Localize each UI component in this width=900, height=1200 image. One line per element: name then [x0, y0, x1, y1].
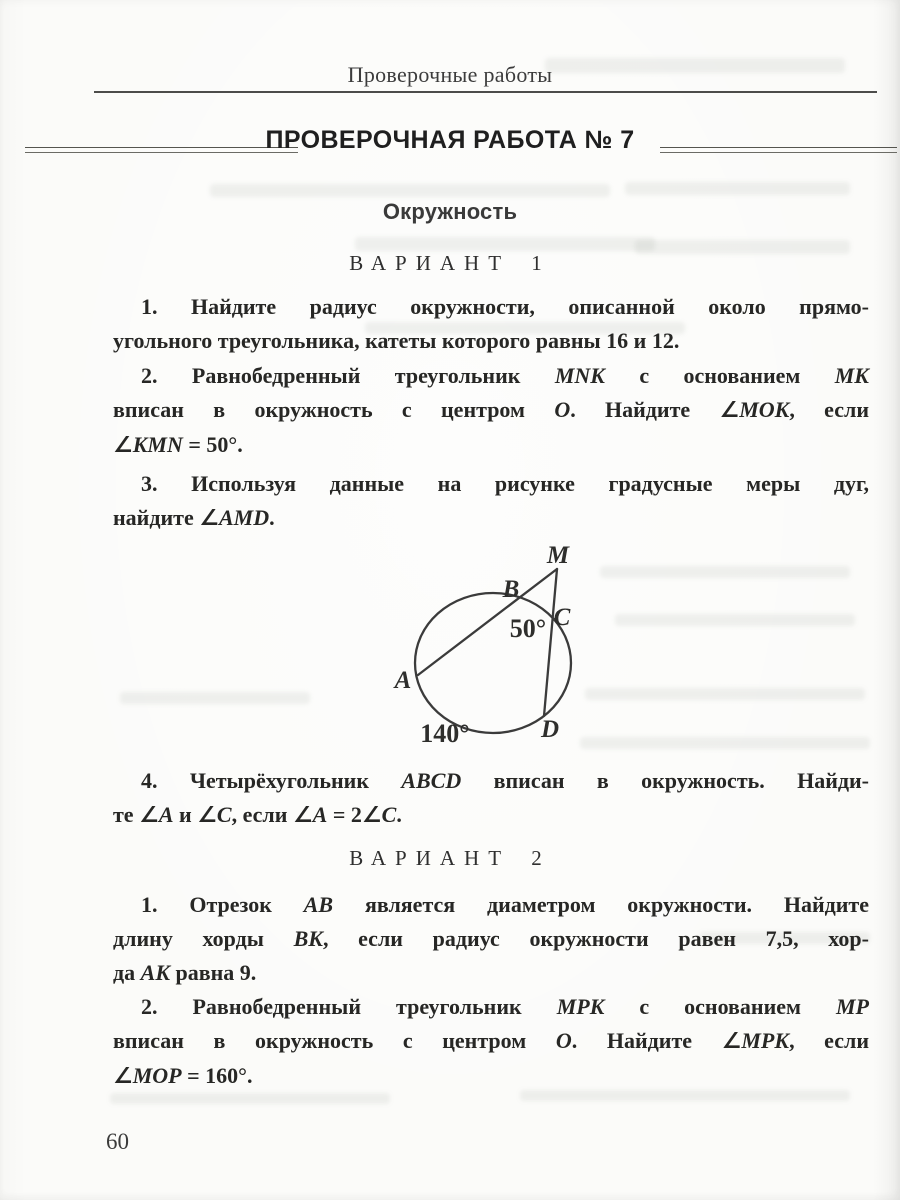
text-line: найдите ∠AMD. [113, 505, 275, 531]
text-line: вписан в окружность с центром O. Найдите ∠MOK, если [113, 397, 869, 423]
text-line: угольного треугольника, катеты которого равны 16 и 12. [113, 328, 680, 353]
figure-label-140°: 140° [420, 719, 470, 748]
text-line: ∠MOP = 160°. [113, 1063, 253, 1089]
figure-label-C: C [553, 604, 571, 631]
circle-secants-figure [320, 538, 680, 773]
problem-v1-4 [113, 764, 869, 833]
text-line: 1. Найдите радиус окружности, описанной около прямо- [141, 294, 869, 319]
text-line: те ∠A и ∠C, если ∠A = 2∠C. [113, 802, 402, 828]
problem-v2-1 [113, 888, 869, 990]
text-line: вписан в окружность с центром O. Найдите ∠MPK, если [113, 1028, 869, 1054]
bleed-through-ghost [120, 692, 310, 704]
figure-label-A: A [394, 667, 412, 694]
text-line: 4. Четырёхугольник ABCD вписан в окружность. Найди- [141, 768, 870, 793]
page-number: 60 [106, 1129, 129, 1154]
text-line: 2. Равнобедренный треугольник MPK с основанием MP [141, 994, 869, 1019]
bleed-through-ghost [210, 184, 610, 197]
title-rule-right [660, 147, 897, 153]
text-line: длину хорды BK, если радиус окружности равен 7,5, хор- [113, 926, 869, 951]
figure-label-B: B [502, 576, 520, 603]
bleed-through-ghost [625, 182, 850, 195]
text-line: ∠KMN = 50°. [113, 432, 243, 458]
problem-v1-2 [113, 359, 869, 463]
worksheet-title: ПРОВЕРОЧНАЯ РАБОТА № 7 [265, 126, 635, 154]
running-head-rule [94, 91, 877, 93]
problem-v1-1 [113, 290, 869, 358]
variant-1-heading: ВАРИАНТ 1 [349, 251, 551, 275]
figure-label-D: D [540, 716, 560, 743]
bleed-through-ghost [110, 1093, 390, 1104]
text-line: 3. Используя данные на рисунке градусные меры дуг, [141, 471, 869, 496]
topic-heading: Окружность [382, 199, 518, 224]
text-line: 2. Равнобедренный треугольник MNK с основанием MK [141, 363, 869, 388]
figure-label-50°: 50° [509, 614, 547, 643]
problem-v1-3 [113, 467, 869, 536]
bleed-through-ghost [355, 237, 655, 251]
problem-v2-2 [113, 990, 869, 1094]
running-head: Проверочные работы [347, 62, 553, 87]
text-line: да AK равна 9. [113, 960, 257, 985]
text-line: 1. Отрезок AB является диаметром окружности. Найдите [141, 892, 869, 917]
variant-2-heading: ВАРИАНТ 2 [349, 846, 551, 870]
figure-label-M: M [546, 542, 570, 569]
